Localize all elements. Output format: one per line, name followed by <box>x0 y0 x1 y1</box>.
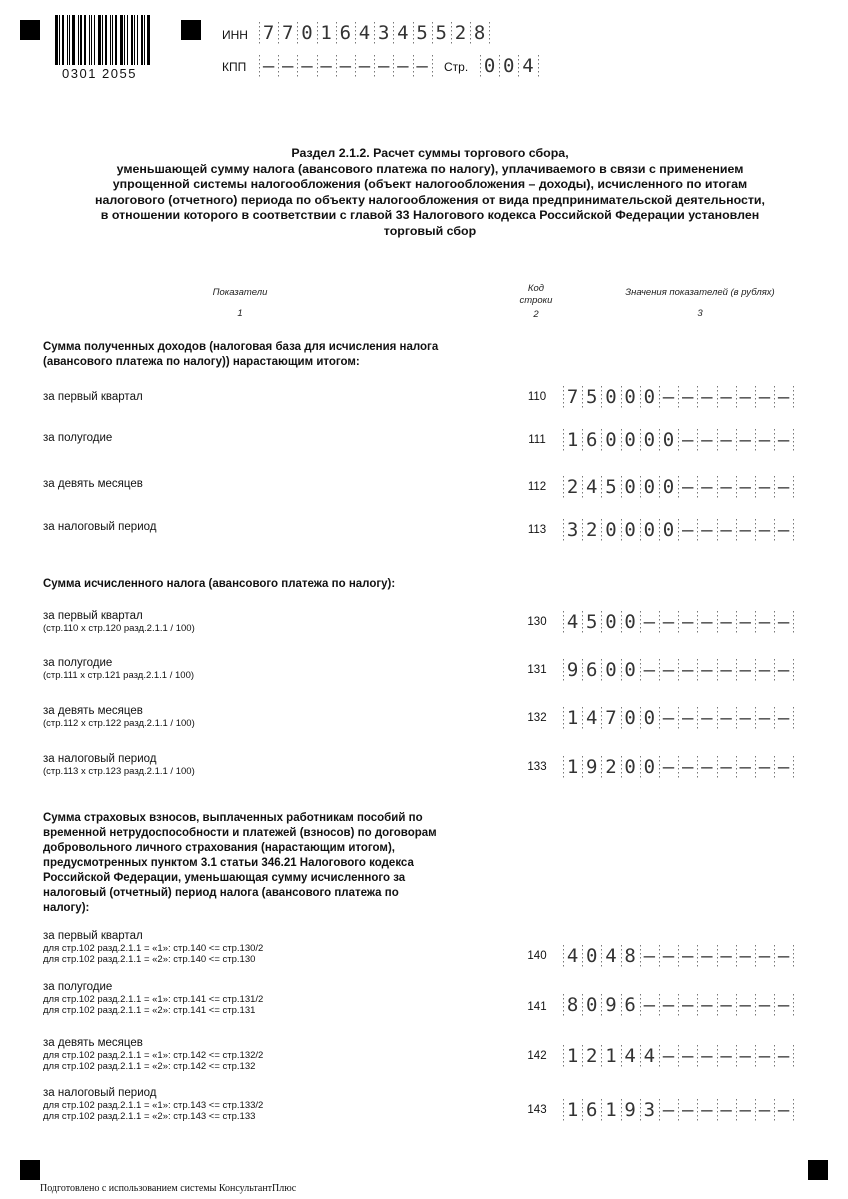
row-code-142: 142 <box>527 1050 547 1062</box>
title-line-5: в отношении которого в соответствии с главой 33 Налогового кодекса Российской Федерации установлен <box>100 208 760 223</box>
digit-cell: 5 <box>582 386 601 408</box>
digit-cell: 8 <box>621 945 640 967</box>
digit-cell: – <box>774 945 793 967</box>
digit-cell: – <box>697 429 716 451</box>
digit-cell: 4 <box>621 1045 640 1067</box>
barcode-bar <box>127 15 128 65</box>
digit-cell: – <box>755 519 774 541</box>
corner-marker-bottom-left <box>20 1160 40 1180</box>
row-value-113 <box>563 519 794 541</box>
digit-cell: 1 <box>563 707 582 729</box>
digit-cell: – <box>774 659 793 681</box>
digit-cell: – <box>317 55 336 77</box>
digit-cell: – <box>355 55 374 77</box>
barcode-bar <box>124 15 125 65</box>
column-number-1: 1 <box>237 308 243 319</box>
digit-cell: – <box>374 55 393 77</box>
digit-cell: 9 <box>601 994 620 1016</box>
digit-cell: – <box>736 476 755 498</box>
row-value-111 <box>563 429 794 451</box>
digit-cell: 5 <box>413 22 432 44</box>
digit-cell: 4 <box>601 945 620 967</box>
digit-cell: – <box>297 55 316 77</box>
digit-cell: – <box>278 55 297 77</box>
insurance-section-heading <box>43 811 493 916</box>
digit-cell: 0 <box>480 55 499 77</box>
row-131-formula: (стр.111 х стр.121 разд.2.1.1 / 100) <box>43 670 195 681</box>
digit-cell: 0 <box>659 476 678 498</box>
digit-cell: 6 <box>336 22 355 44</box>
row-code-130: 130 <box>527 616 547 628</box>
row-value-110 <box>563 386 794 408</box>
row-label-142 <box>43 1037 263 1072</box>
digit-cell: 6 <box>621 994 640 1016</box>
digit-cell: – <box>678 1045 697 1067</box>
digit-cell: – <box>697 519 716 541</box>
digit-cell: – <box>755 707 774 729</box>
digit-cell: 0 <box>640 707 659 729</box>
row-143-rule-2: для стр.102 разд.2.1.1 = «2»: стр.143 <= стр.133 <box>43 1111 256 1122</box>
income-heading-line-1: Сумма полученных доходов (налоговая база для исчисления налога <box>43 341 439 353</box>
row-label-133 <box>43 753 195 777</box>
digit-cell: 0 <box>601 429 620 451</box>
digit-cell: 0 <box>621 386 640 408</box>
barcode-number: 0301 2055 <box>62 66 137 81</box>
barcode-bar <box>84 15 86 65</box>
digit-cell: 0 <box>621 519 640 541</box>
row-141-rule-1: для стр.102 разд.2.1.1 = «1»: стр.141 <= стр.131/2 <box>43 994 264 1005</box>
barcode-bar <box>78 15 79 65</box>
digit-cell: 6 <box>582 659 601 681</box>
column-number-2: 2 <box>533 309 539 320</box>
digit-cell: – <box>717 659 736 681</box>
footer-note: Подготовлено с использованием системы КонсультантПлюс <box>40 1183 297 1194</box>
digit-cell: – <box>697 994 716 1016</box>
barcode-bar <box>110 15 111 65</box>
digit-cell: 1 <box>563 1045 582 1067</box>
row-value-132 <box>563 707 794 729</box>
digit-cell: 1 <box>317 22 336 44</box>
digit-cell: – <box>659 1099 678 1121</box>
digit-cell: 2 <box>563 476 582 498</box>
digit-cell: – <box>774 386 793 408</box>
digit-cell: 0 <box>621 611 640 633</box>
insurance-heading-line-2: временной нетрудоспособности и платежей (взносов) по договорам <box>43 827 437 839</box>
digit-cell: – <box>659 659 678 681</box>
digit-cell: – <box>717 707 736 729</box>
digit-cell: – <box>736 386 755 408</box>
digit-cell: – <box>697 756 716 778</box>
digit-cell: – <box>755 386 774 408</box>
digit-cell: – <box>678 611 697 633</box>
row-140-title: за первый квартал <box>43 930 143 942</box>
digit-cell: 0 <box>621 756 640 778</box>
digit-cell: – <box>717 994 736 1016</box>
row-value-131 <box>563 659 794 681</box>
digit-cell: 1 <box>563 756 582 778</box>
title-line-1: Раздел 2.1.2. Расчет суммы торгового сбора, <box>291 146 569 160</box>
digit-cell: 3 <box>374 22 393 44</box>
digit-cell: – <box>678 429 697 451</box>
digit-cell: – <box>640 611 659 633</box>
column-header-values: Значения показателей (в рублях) <box>625 287 775 298</box>
barcode-bar <box>120 15 123 65</box>
kpp-label: КПП <box>222 60 247 74</box>
digit-cell: – <box>697 1045 716 1067</box>
digit-cell: – <box>640 994 659 1016</box>
insurance-heading-line-5: Российской Федерации, уменьшающая сумму исчисленного за <box>43 872 406 884</box>
row-141-title: за полугодие <box>43 981 113 993</box>
row-value-142 <box>563 1045 794 1067</box>
digit-cell: – <box>678 1099 697 1121</box>
corner-marker-top-right <box>181 20 201 40</box>
barcode-bar <box>55 15 58 65</box>
digit-cell: 4 <box>563 611 582 633</box>
digit-cell: 0 <box>621 659 640 681</box>
row-142-rule-1: для стр.102 разд.2.1.1 = «1»: стр.142 <= стр.132/2 <box>43 1050 264 1061</box>
barcode-bar <box>102 15 103 65</box>
inn-label: ИНН <box>222 28 248 42</box>
digit-cell: – <box>755 659 774 681</box>
barcode-bar <box>115 15 117 65</box>
digit-cell: 0 <box>621 476 640 498</box>
digit-cell: 8 <box>470 22 489 44</box>
digit-cell: – <box>755 945 774 967</box>
digit-cell: – <box>717 1099 736 1121</box>
row-value-133 <box>563 756 794 778</box>
row-code-112: 112 <box>527 481 547 493</box>
digit-cell: 0 <box>582 994 601 1016</box>
row-label-143 <box>43 1087 263 1122</box>
barcode-bar <box>141 15 143 65</box>
digit-cell: 4 <box>355 22 374 44</box>
digit-cell: – <box>659 756 678 778</box>
row-133-formula: (стр.113 х стр.123 разд.2.1.1 / 100) <box>43 766 195 777</box>
digit-cell: – <box>678 659 697 681</box>
digit-cell: – <box>717 945 736 967</box>
barcode-bar <box>134 15 135 65</box>
digit-cell: 4 <box>563 945 582 967</box>
digit-cell: – <box>697 476 716 498</box>
digit-cell: – <box>755 429 774 451</box>
digit-cell: – <box>678 386 697 408</box>
row-141-rule-2: для стр.102 разд.2.1.1 = «2»: стр.141 <= стр.131 <box>43 1005 256 1016</box>
digit-cell: 4 <box>582 476 601 498</box>
row-label-113: за налоговый период <box>43 521 157 533</box>
digit-cell: 9 <box>563 659 582 681</box>
barcode-bar <box>80 15 82 65</box>
digit-cell: – <box>697 659 716 681</box>
digit-cell: 7 <box>259 22 278 44</box>
digit-cell: – <box>755 476 774 498</box>
row-code-132: 132 <box>527 712 547 724</box>
digit-cell: – <box>774 611 793 633</box>
row-label-132 <box>43 705 195 729</box>
digit-cell: – <box>774 707 793 729</box>
digit-cell: 3 <box>563 519 582 541</box>
digit-cell: 4 <box>393 22 412 44</box>
digit-cell: – <box>755 756 774 778</box>
barcode-bar <box>59 15 60 65</box>
tax-section-heading: Сумма исчисленного налога (авансового платежа по налогу): <box>43 578 396 590</box>
digit-cell: – <box>774 429 793 451</box>
digit-cell: 1 <box>563 1099 582 1121</box>
insurance-heading-line-4: предусмотренных пунктом 3.1 статьи 346.21 Налогового кодекса <box>43 857 414 869</box>
digit-cell: – <box>736 756 755 778</box>
digit-cell: 5 <box>432 22 451 44</box>
digit-cell: – <box>774 1099 793 1121</box>
digit-cell: – <box>736 519 755 541</box>
row-code-111: 111 <box>528 434 546 446</box>
row-label-131 <box>43 657 194 681</box>
digit-cell: 4 <box>518 55 537 77</box>
digit-cell: 5 <box>582 611 601 633</box>
digit-cell: – <box>755 611 774 633</box>
digit-cell: 0 <box>659 429 678 451</box>
column-header-code-line2: строки <box>519 295 553 306</box>
digit-cell: – <box>678 945 697 967</box>
row-142-title: за девять месяцев <box>43 1037 143 1049</box>
row-code-110: 110 <box>527 391 547 403</box>
digit-cell: – <box>697 386 716 408</box>
digit-cell: – <box>678 519 697 541</box>
income-heading-line-2: (авансового платежа по налогу)) нарастающим итогом: <box>43 356 360 368</box>
digit-cell: – <box>717 386 736 408</box>
digit-cell: 0 <box>601 386 620 408</box>
digit-cell: – <box>736 994 755 1016</box>
digit-cell: 0 <box>621 429 640 451</box>
digit-cell: – <box>659 1045 678 1067</box>
corner-marker-top-left <box>20 20 40 40</box>
row-132-formula: (стр.112 х стр.122 разд.2.1.1 / 100) <box>43 718 195 729</box>
row-143-title: за налоговый период <box>43 1087 157 1099</box>
digit-cell: – <box>717 429 736 451</box>
row-label-140 <box>43 930 263 965</box>
digit-cell: 1 <box>601 1045 620 1067</box>
kpp-cells <box>259 55 433 77</box>
row-code-133: 133 <box>527 761 547 773</box>
digit-cell: – <box>736 429 755 451</box>
digit-cell: – <box>717 476 736 498</box>
digit-cell: 1 <box>563 429 582 451</box>
digit-cell: – <box>736 707 755 729</box>
digit-cell: – <box>640 659 659 681</box>
digit-cell: – <box>336 55 355 77</box>
digit-cell: – <box>659 386 678 408</box>
row-143-rule-1: для стр.102 разд.2.1.1 = «1»: стр.143 <= стр.133/2 <box>43 1100 264 1111</box>
digit-cell: – <box>774 476 793 498</box>
digit-cell: 0 <box>640 386 659 408</box>
digit-cell: – <box>774 994 793 1016</box>
column-header-code-line1: Код <box>527 283 545 294</box>
row-133-title: за налоговый период <box>43 753 157 765</box>
insurance-heading-line-3: добровольного личного страхования (нарастающим итогом), <box>43 842 395 854</box>
digit-cell: 6 <box>582 429 601 451</box>
digit-cell: – <box>755 1045 774 1067</box>
barcode-bar <box>147 15 150 65</box>
row-140-rule-1: для стр.102 разд.2.1.1 = «1»: стр.140 <= стр.130/2 <box>43 943 264 954</box>
digit-cell: 0 <box>601 611 620 633</box>
row-label-111: за полугодие <box>43 432 113 444</box>
column-header-indicators: Показатели <box>212 287 268 298</box>
insurance-heading-line-7: налогу): <box>43 902 90 914</box>
digit-cell: – <box>678 707 697 729</box>
digit-cell: 0 <box>499 55 518 77</box>
row-code-141: 141 <box>527 1001 547 1013</box>
row-code-113: 113 <box>527 524 547 536</box>
digit-cell: 0 <box>601 519 620 541</box>
digit-cell: – <box>659 611 678 633</box>
title-line-4: налогового (отчетного) периода по объекту налогообложения от вида предпринимательской деятельности, <box>95 192 765 207</box>
row-132-title: за девять месяцев <box>43 705 143 717</box>
digit-cell: 2 <box>601 756 620 778</box>
digit-cell: 8 <box>563 994 582 1016</box>
digit-cell: – <box>736 945 755 967</box>
row-142-rule-2: для стр.102 разд.2.1.1 = «2»: стр.142 <= стр.132 <box>43 1061 256 1072</box>
barcode-bar <box>105 15 107 65</box>
digit-cell: 7 <box>278 22 297 44</box>
digit-cell: 2 <box>582 519 601 541</box>
row-label-110: за первый квартал <box>43 391 143 403</box>
digit-cell: – <box>413 55 432 77</box>
digit-cell: 3 <box>640 1099 659 1121</box>
digit-cell: 0 <box>621 707 640 729</box>
barcode-bar <box>72 15 75 65</box>
digit-cell: – <box>774 519 793 541</box>
digit-cell: – <box>640 945 659 967</box>
row-140-rule-2: для стр.102 разд.2.1.1 = «2»: стр.140 <= стр.130 <box>43 954 256 965</box>
digit-cell: – <box>259 55 278 77</box>
row-130-formula: (стр.110 х стр.120 разд.2.1.1 / 100) <box>43 623 195 634</box>
digit-cell: 7 <box>601 707 620 729</box>
digit-cell: – <box>678 756 697 778</box>
digit-cell: 6 <box>582 1099 601 1121</box>
digit-cell: – <box>717 1045 736 1067</box>
barcode-bar <box>89 15 90 65</box>
digit-cell: – <box>717 519 736 541</box>
digit-cell: – <box>659 945 678 967</box>
corner-marker-bottom-right <box>808 1160 828 1180</box>
title-line-6: торговый сбор <box>383 223 477 238</box>
digit-cell: – <box>736 1045 755 1067</box>
digit-cell: – <box>736 659 755 681</box>
column-number-3: 3 <box>697 308 703 319</box>
barcode-bar <box>144 15 145 65</box>
barcode-bar <box>98 15 101 65</box>
digit-cell: 4 <box>582 707 601 729</box>
barcode-bar <box>94 15 95 65</box>
digit-cell: – <box>393 55 412 77</box>
digit-cell: 1 <box>601 1099 620 1121</box>
barcode-bar <box>69 15 70 65</box>
row-label-141 <box>43 981 263 1016</box>
digit-cell: 0 <box>640 429 659 451</box>
digit-cell: – <box>697 707 716 729</box>
insurance-heading-line-1: Сумма страховых взносов, выплаченных работникам пособий по <box>43 812 423 824</box>
income-section-heading <box>43 340 493 370</box>
insurance-heading-line-6: налоговый (отчетный) период налога (авансового платежа по <box>43 887 399 899</box>
row-130-title: за первый квартал <box>43 610 143 622</box>
digit-cell: – <box>774 1045 793 1067</box>
title-line-2: уменьшающей сумму налога (авансового платежа по налогу), уплачиваемого в связи с применением <box>116 161 744 176</box>
page-label: Стр. <box>444 60 469 74</box>
digit-cell: – <box>755 994 774 1016</box>
row-131-title: за полугодие <box>43 657 113 669</box>
digit-cell: 0 <box>659 519 678 541</box>
digit-cell: – <box>717 756 736 778</box>
barcode-bar <box>137 15 138 65</box>
digit-cell: 0 <box>297 22 316 44</box>
page-cells <box>480 55 539 77</box>
digit-cell: 7 <box>563 386 582 408</box>
inn-cells <box>259 22 490 44</box>
digit-cell: 0 <box>640 476 659 498</box>
section-title <box>30 146 830 240</box>
digit-cell: 2 <box>582 1045 601 1067</box>
digit-cell: 9 <box>621 1099 640 1121</box>
barcode-bar <box>91 15 92 65</box>
digit-cell: 0 <box>640 756 659 778</box>
digit-cell: – <box>736 1099 755 1121</box>
row-value-130 <box>563 611 794 633</box>
row-value-143 <box>563 1099 794 1121</box>
row-code-140: 140 <box>527 950 547 962</box>
digit-cell: – <box>678 994 697 1016</box>
row-code-131: 131 <box>527 664 547 676</box>
digit-cell: 0 <box>601 659 620 681</box>
digit-cell: 9 <box>582 756 601 778</box>
digit-cell: – <box>659 994 678 1016</box>
digit-cell: – <box>659 707 678 729</box>
row-value-112 <box>563 476 794 498</box>
digit-cell: – <box>697 1099 716 1121</box>
row-value-140 <box>563 945 794 967</box>
digit-cell: 5 <box>601 476 620 498</box>
digit-cell: 0 <box>640 519 659 541</box>
barcode <box>55 15 165 65</box>
digit-cell: – <box>736 611 755 633</box>
barcode-bar <box>131 15 133 65</box>
row-label-130 <box>43 610 195 634</box>
barcode-bar <box>112 15 113 65</box>
digit-cell: – <box>774 756 793 778</box>
barcode-bar <box>67 15 68 65</box>
digit-cell: – <box>697 945 716 967</box>
digit-cell: 2 <box>451 22 470 44</box>
barcode-bar <box>62 15 64 65</box>
digit-cell: 0 <box>582 945 601 967</box>
title-line-3: упрощенной системы налогообложения (объект налогообложения – доходы), исчисленного по итогам <box>112 177 748 192</box>
digit-cell: – <box>678 476 697 498</box>
row-value-141 <box>563 994 794 1016</box>
row-label-112: за девять месяцев <box>43 478 143 490</box>
digit-cell: 4 <box>640 1045 659 1067</box>
digit-cell: – <box>717 611 736 633</box>
digit-cell: – <box>755 1099 774 1121</box>
digit-cell: – <box>697 611 716 633</box>
row-code-143: 143 <box>527 1104 547 1116</box>
